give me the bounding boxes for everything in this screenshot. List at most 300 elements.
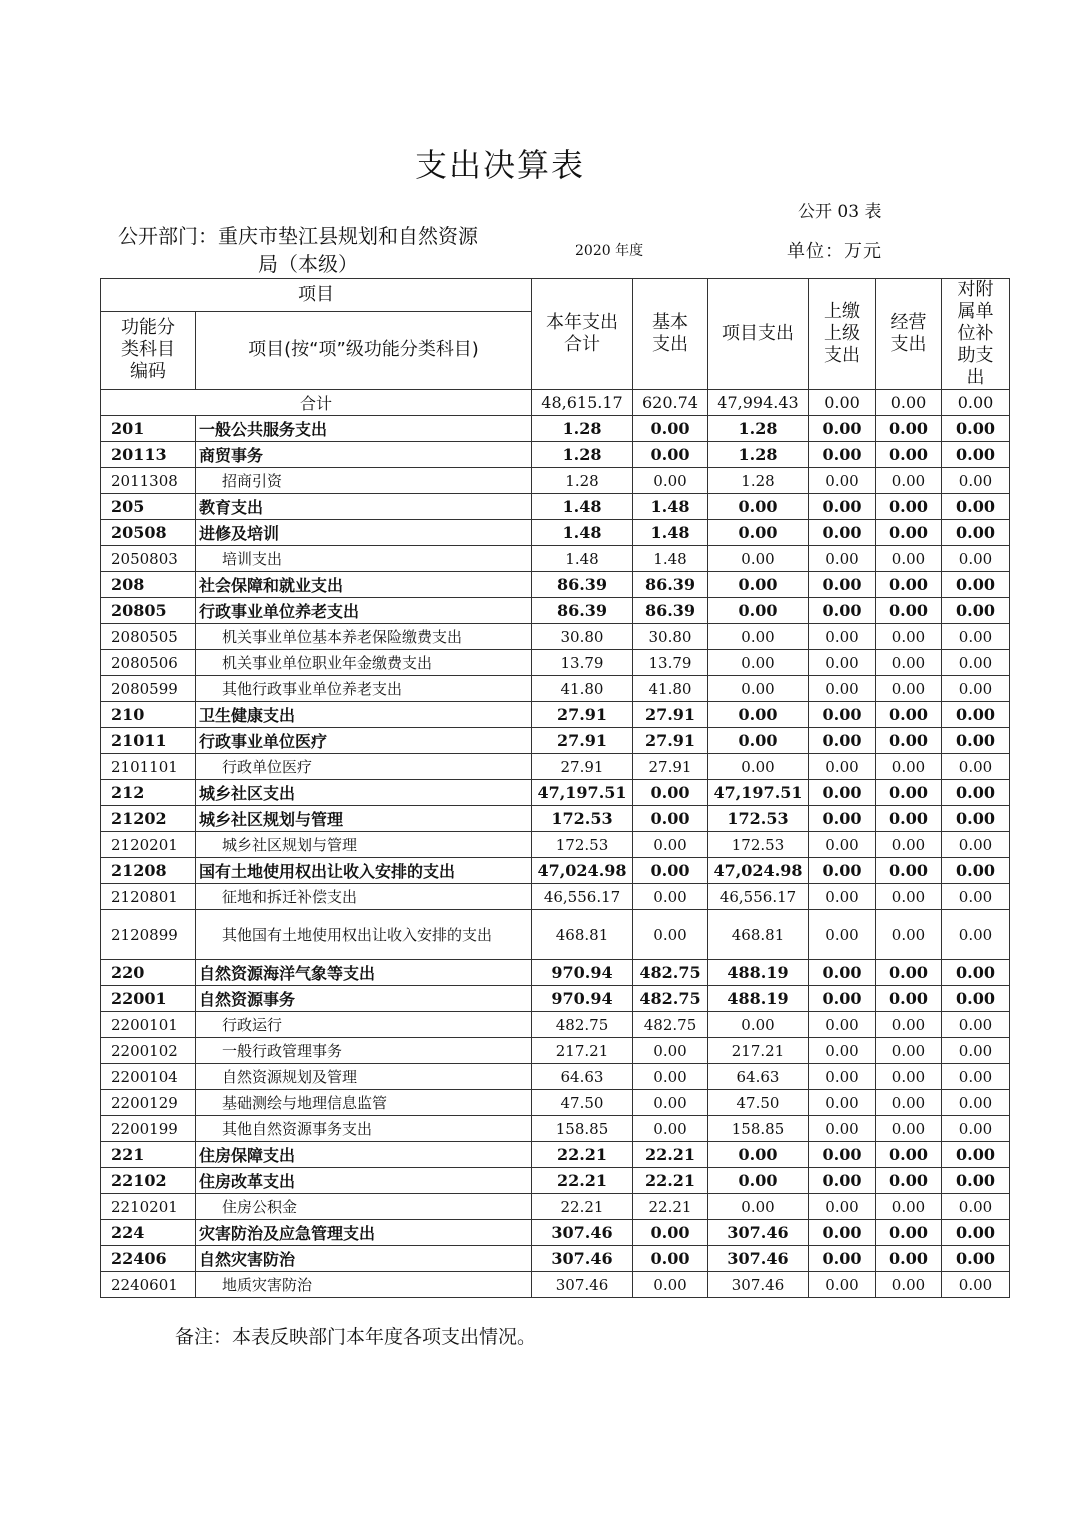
row-code: 20508	[101, 520, 196, 546]
row-name: 自然灾害防治	[196, 1246, 532, 1272]
row-value: 1.48	[633, 494, 708, 520]
row-value: 0.00	[876, 572, 942, 598]
row-value: 0.00	[809, 754, 876, 780]
row-value: 0.00	[876, 986, 942, 1012]
total-cell: 0.00	[942, 390, 1010, 416]
row-value: 0.00	[809, 1116, 876, 1142]
row-value: 970.94	[532, 960, 633, 986]
row-value: 0.00	[942, 754, 1010, 780]
row-name: 卫生健康支出	[196, 702, 532, 728]
total-cell: 620.74	[633, 390, 708, 416]
row-value: 172.53	[532, 832, 633, 858]
row-value: 307.46	[532, 1246, 633, 1272]
row-value: 47,197.51	[708, 780, 809, 806]
row-value: 27.91	[633, 702, 708, 728]
table-row	[101, 1012, 1010, 1038]
row-value: 0.00	[708, 754, 809, 780]
row-value: 0.00	[809, 960, 876, 986]
row-value: 1.48	[633, 520, 708, 546]
row-value: 0.00	[809, 650, 876, 676]
row-value: 0.00	[942, 1116, 1010, 1142]
table-row	[101, 676, 1010, 702]
header-code-text: 功能分类科目编码	[121, 317, 175, 383]
table-row	[101, 572, 1010, 598]
row-value: 0.00	[942, 702, 1010, 728]
row-value: 0.00	[809, 1194, 876, 1220]
row-value: 0.00	[708, 624, 809, 650]
row-value: 488.19	[708, 986, 809, 1012]
row-value: 0.00	[942, 572, 1010, 598]
table-row	[101, 884, 1010, 910]
row-value: 0.00	[809, 624, 876, 650]
row-value: 0.00	[809, 806, 876, 832]
row-value: 1.28	[532, 442, 633, 468]
table-row	[101, 468, 1010, 494]
row-value: 0.00	[942, 1220, 1010, 1246]
row-code: 21208	[101, 858, 196, 884]
row-value: 22.21	[633, 1168, 708, 1194]
row-value: 0.00	[876, 806, 942, 832]
row-value: 0.00	[942, 832, 1010, 858]
row-value: 0.00	[633, 1090, 708, 1116]
row-value: 0.00	[809, 546, 876, 572]
header-subsidy-text: 对附属单位补助支出	[957, 279, 994, 388]
row-value: 0.00	[876, 1168, 942, 1194]
row-value: 0.00	[942, 468, 1010, 494]
row-value: 86.39	[532, 572, 633, 598]
row-code: 21202	[101, 806, 196, 832]
row-value: 0.00	[942, 858, 1010, 884]
row-value: 13.79	[633, 650, 708, 676]
row-value: 0.00	[876, 520, 942, 546]
row-code: 220	[101, 960, 196, 986]
row-value: 47.50	[708, 1090, 809, 1116]
row-value: 0.00	[876, 624, 942, 650]
row-code: 22406	[101, 1246, 196, 1272]
row-value: 22.21	[633, 1142, 708, 1168]
row-value: 0.00	[809, 572, 876, 598]
row-name: 城乡社区规划与管理	[196, 832, 532, 858]
row-value: 0.00	[942, 1246, 1010, 1272]
row-value: 0.00	[876, 754, 942, 780]
table-row	[101, 1194, 1010, 1220]
row-value: 0.00	[942, 1038, 1010, 1064]
row-value: 0.00	[708, 1142, 809, 1168]
table-row	[101, 624, 1010, 650]
row-value: 0.00	[633, 780, 708, 806]
page-title: 支出决算表	[414, 146, 585, 184]
row-value: 27.91	[532, 728, 633, 754]
row-name: 地质灾害防治	[196, 1272, 532, 1298]
header-project: 项目	[101, 279, 532, 312]
row-value: 27.91	[633, 728, 708, 754]
row-code: 20113	[101, 442, 196, 468]
row-name: 招商引资	[196, 468, 532, 494]
header-item: 项目(按“项”级功能分类科目)	[196, 311, 532, 389]
row-code: 2101101	[101, 754, 196, 780]
row-value: 0.00	[942, 960, 1010, 986]
expenditure-table	[100, 278, 1010, 1298]
row-value: 482.75	[633, 1012, 708, 1038]
row-name: 国有土地使用权出让收入安排的支出	[196, 858, 532, 884]
row-value: 158.85	[708, 1116, 809, 1142]
header-basic-text: 基本支出	[652, 312, 688, 355]
row-value: 0.00	[876, 1220, 942, 1246]
row-name: 培训支出	[196, 546, 532, 572]
row-value: 0.00	[633, 416, 708, 442]
row-value: 482.75	[532, 1012, 633, 1038]
table-row	[101, 1090, 1010, 1116]
row-value: 0.00	[708, 702, 809, 728]
row-name: 住房改革支出	[196, 1168, 532, 1194]
row-value: 0.00	[708, 1194, 809, 1220]
table-row	[101, 1220, 1010, 1246]
row-value: 1.28	[532, 468, 633, 494]
row-value: 0.00	[633, 1220, 708, 1246]
row-value: 0.00	[809, 1246, 876, 1272]
table-row	[101, 520, 1010, 546]
row-value: 0.00	[876, 832, 942, 858]
row-code: 2200101	[101, 1012, 196, 1038]
row-value: 0.00	[876, 598, 942, 624]
row-value: 0.00	[809, 884, 876, 910]
row-value: 0.00	[876, 780, 942, 806]
table-row	[101, 780, 1010, 806]
row-value: 0.00	[809, 520, 876, 546]
row-code: 205	[101, 494, 196, 520]
row-value: 0.00	[809, 858, 876, 884]
row-value: 22.21	[532, 1194, 633, 1220]
row-value: 0.00	[708, 572, 809, 598]
department-line-1: 公开部门：重庆市垫江县规划和自然资源	[118, 224, 478, 248]
row-value: 0.00	[708, 728, 809, 754]
row-value: 0.00	[876, 858, 942, 884]
header-upper	[809, 279, 876, 390]
row-value: 0.00	[708, 1168, 809, 1194]
table-row	[101, 1246, 1010, 1272]
row-value: 307.46	[532, 1220, 633, 1246]
row-value: 0.00	[809, 416, 876, 442]
row-value: 1.48	[633, 546, 708, 572]
total-cell: 0.00	[876, 390, 942, 416]
row-value: 0.00	[876, 416, 942, 442]
table-row	[101, 832, 1010, 858]
table-row	[101, 1142, 1010, 1168]
row-value: 1.48	[532, 520, 633, 546]
row-value: 0.00	[942, 520, 1010, 546]
row-value: 1.48	[532, 494, 633, 520]
row-value: 0.00	[876, 910, 942, 960]
row-value: 0.00	[708, 650, 809, 676]
row-name: 行政运行	[196, 1012, 532, 1038]
row-value: 482.75	[633, 960, 708, 986]
row-name: 机关事业单位基本养老保险缴费支出	[196, 624, 532, 650]
row-value: 468.81	[532, 910, 633, 960]
row-name: 行政事业单位医疗	[196, 728, 532, 754]
row-value: 0.00	[942, 442, 1010, 468]
row-code: 2200199	[101, 1116, 196, 1142]
row-value: 0.00	[942, 546, 1010, 572]
row-value: 46,556.17	[532, 884, 633, 910]
row-value: 0.00	[876, 468, 942, 494]
row-value: 0.00	[633, 832, 708, 858]
row-value: 0.00	[633, 1116, 708, 1142]
row-value: 0.00	[876, 1116, 942, 1142]
row-value: 0.00	[876, 728, 942, 754]
row-name: 教育支出	[196, 494, 532, 520]
table-row	[101, 1272, 1010, 1298]
row-value: 86.39	[532, 598, 633, 624]
row-value: 0.00	[809, 1064, 876, 1090]
total-row	[101, 390, 1010, 416]
row-code: 21011	[101, 728, 196, 754]
row-name: 基础测绘与地理信息监管	[196, 1090, 532, 1116]
row-name: 其他行政事业单位养老支出	[196, 676, 532, 702]
table-row	[101, 442, 1010, 468]
row-value: 0.00	[942, 884, 1010, 910]
row-value: 0.00	[876, 676, 942, 702]
row-value: 41.80	[532, 676, 633, 702]
row-value: 30.80	[532, 624, 633, 650]
row-value: 0.00	[633, 910, 708, 960]
fiscal-year: 2020 年度	[575, 243, 644, 259]
row-value: 0.00	[809, 1012, 876, 1038]
row-value: 0.00	[633, 1038, 708, 1064]
row-value: 0.00	[942, 598, 1010, 624]
row-name: 行政单位医疗	[196, 754, 532, 780]
row-value: 86.39	[633, 572, 708, 598]
header-business-text: 经营支出	[890, 312, 927, 355]
row-value: 217.21	[532, 1038, 633, 1064]
row-value: 0.00	[708, 494, 809, 520]
table-row	[101, 728, 1010, 754]
row-code: 2200102	[101, 1038, 196, 1064]
row-value: 307.46	[708, 1246, 809, 1272]
row-value: 22.21	[532, 1168, 633, 1194]
row-value: 970.94	[532, 986, 633, 1012]
row-value: 0.00	[942, 624, 1010, 650]
table-row	[101, 1038, 1010, 1064]
table-row	[101, 960, 1010, 986]
total-label: 合计	[101, 390, 532, 416]
row-name: 进修及培训	[196, 520, 532, 546]
total-cell: 47,994.43	[708, 390, 809, 416]
row-name: 其他自然资源事务支出	[196, 1116, 532, 1142]
row-value: 0.00	[876, 1246, 942, 1272]
table-row	[101, 910, 1010, 960]
row-value: 0.00	[809, 442, 876, 468]
table-row	[101, 858, 1010, 884]
row-value: 0.00	[809, 832, 876, 858]
row-code: 2120899	[101, 910, 196, 960]
row-value: 172.53	[708, 832, 809, 858]
row-name: 住房保障支出	[196, 1142, 532, 1168]
row-value: 0.00	[942, 1272, 1010, 1298]
header-total	[532, 279, 633, 390]
row-code: 201	[101, 416, 196, 442]
table-row	[101, 1168, 1010, 1194]
row-value: 0.00	[633, 1272, 708, 1298]
row-value: 0.00	[633, 1246, 708, 1272]
table-row	[101, 546, 1010, 572]
table-number: 公开 03 表	[798, 202, 882, 222]
header-total-text: 本年支出合计	[546, 312, 618, 355]
row-value: 0.00	[809, 1168, 876, 1194]
row-value: 0.00	[809, 1038, 876, 1064]
row-value: 0.00	[942, 676, 1010, 702]
row-value: 0.00	[942, 986, 1010, 1012]
row-code: 2080506	[101, 650, 196, 676]
row-name: 一般行政管理事务	[196, 1038, 532, 1064]
row-value: 0.00	[633, 806, 708, 832]
row-value: 0.00	[942, 728, 1010, 754]
row-value: 41.80	[633, 676, 708, 702]
row-name: 自然资源事务	[196, 986, 532, 1012]
row-value: 0.00	[708, 676, 809, 702]
row-code: 2011308	[101, 468, 196, 494]
table-row	[101, 598, 1010, 624]
department-label	[118, 222, 518, 278]
row-code: 22001	[101, 986, 196, 1012]
row-code: 2210201	[101, 1194, 196, 1220]
row-value: 0.00	[708, 520, 809, 546]
row-value: 46,556.17	[708, 884, 809, 910]
row-name: 灾害防治及应急管理支出	[196, 1220, 532, 1246]
row-value: 0.00	[876, 1090, 942, 1116]
table-row	[101, 494, 1010, 520]
footnote: 备注：本表反映部门本年度各项支出情况。	[175, 1326, 537, 1348]
row-value: 0.00	[809, 780, 876, 806]
row-value: 0.00	[809, 1090, 876, 1116]
row-name: 住房公积金	[196, 1194, 532, 1220]
row-value: 0.00	[942, 1194, 1010, 1220]
row-value: 0.00	[876, 1064, 942, 1090]
unit-label: 单位：万元	[787, 241, 882, 262]
row-code: 22102	[101, 1168, 196, 1194]
row-code: 2200104	[101, 1064, 196, 1090]
row-code: 2240601	[101, 1272, 196, 1298]
row-name: 城乡社区规划与管理	[196, 806, 532, 832]
table-row	[101, 650, 1010, 676]
header-project-exp: 项目支出	[708, 279, 809, 390]
row-name: 商贸事务	[196, 442, 532, 468]
row-value: 0.00	[942, 780, 1010, 806]
row-value: 1.28	[708, 468, 809, 494]
row-code: 221	[101, 1142, 196, 1168]
row-value: 0.00	[809, 986, 876, 1012]
row-code: 208	[101, 572, 196, 598]
row-value: 0.00	[809, 1272, 876, 1298]
row-value: 1.28	[708, 416, 809, 442]
table-row	[101, 806, 1010, 832]
row-value: 0.00	[876, 1012, 942, 1038]
row-value: 0.00	[942, 1012, 1010, 1038]
row-value: 1.48	[532, 546, 633, 572]
row-value: 0.00	[876, 960, 942, 986]
row-value: 27.91	[532, 754, 633, 780]
row-value: 0.00	[708, 1012, 809, 1038]
row-value: 0.00	[876, 702, 942, 728]
table-row	[101, 416, 1010, 442]
row-value: 0.00	[942, 416, 1010, 442]
row-value: 0.00	[876, 650, 942, 676]
row-value: 0.00	[876, 546, 942, 572]
row-value: 27.91	[532, 702, 633, 728]
row-value: 0.00	[942, 1090, 1010, 1116]
row-value: 172.53	[708, 806, 809, 832]
row-value: 0.00	[876, 1194, 942, 1220]
row-value: 468.81	[708, 910, 809, 960]
row-value: 0.00	[942, 806, 1010, 832]
row-code: 2080505	[101, 624, 196, 650]
row-value: 0.00	[876, 494, 942, 520]
row-value: 0.00	[809, 910, 876, 960]
row-name: 其他国有土地使用权出让收入安排的支出	[196, 910, 532, 960]
header-code	[101, 311, 196, 389]
header-basic	[633, 279, 708, 390]
row-value: 0.00	[809, 728, 876, 754]
row-value: 0.00	[809, 1142, 876, 1168]
table-row	[101, 986, 1010, 1012]
row-value: 0.00	[809, 1220, 876, 1246]
row-value: 307.46	[708, 1220, 809, 1246]
row-value: 64.63	[708, 1064, 809, 1090]
header-business	[876, 279, 942, 390]
row-value: 0.00	[809, 676, 876, 702]
row-value: 0.00	[942, 910, 1010, 960]
row-value: 0.00	[876, 1142, 942, 1168]
row-value: 0.00	[942, 650, 1010, 676]
table-row	[101, 1064, 1010, 1090]
row-value: 172.53	[532, 806, 633, 832]
total-cell: 0.00	[809, 390, 876, 416]
total-cell: 48,615.17	[532, 390, 633, 416]
row-name: 一般公共服务支出	[196, 416, 532, 442]
row-value: 0.00	[633, 884, 708, 910]
row-value: 22.21	[532, 1142, 633, 1168]
row-value: 1.28	[708, 442, 809, 468]
row-code: 20805	[101, 598, 196, 624]
row-value: 0.00	[809, 702, 876, 728]
row-value: 0.00	[809, 598, 876, 624]
table-row	[101, 702, 1010, 728]
row-name: 行政事业单位养老支出	[196, 598, 532, 624]
row-value: 488.19	[708, 960, 809, 986]
row-value: 0.00	[708, 598, 809, 624]
row-value: 0.00	[876, 884, 942, 910]
row-value: 1.28	[532, 416, 633, 442]
row-value: 0.00	[876, 1038, 942, 1064]
row-value: 482.75	[633, 986, 708, 1012]
row-name: 城乡社区支出	[196, 780, 532, 806]
row-value: 0.00	[633, 858, 708, 884]
row-value: 30.80	[633, 624, 708, 650]
row-code: 2050803	[101, 546, 196, 572]
row-value: 0.00	[876, 1272, 942, 1298]
row-value: 22.21	[633, 1194, 708, 1220]
row-name: 社会保障和就业支出	[196, 572, 532, 598]
row-value: 47,197.51	[532, 780, 633, 806]
row-value: 0.00	[876, 442, 942, 468]
row-value: 86.39	[633, 598, 708, 624]
row-value: 0.00	[633, 1064, 708, 1090]
header-subsidy	[942, 279, 1010, 390]
row-code: 224	[101, 1220, 196, 1246]
header-upper-text: 上缴上级支出	[824, 301, 860, 366]
row-value: 0.00	[942, 1142, 1010, 1168]
table-row	[101, 754, 1010, 780]
row-value: 47,024.98	[708, 858, 809, 884]
